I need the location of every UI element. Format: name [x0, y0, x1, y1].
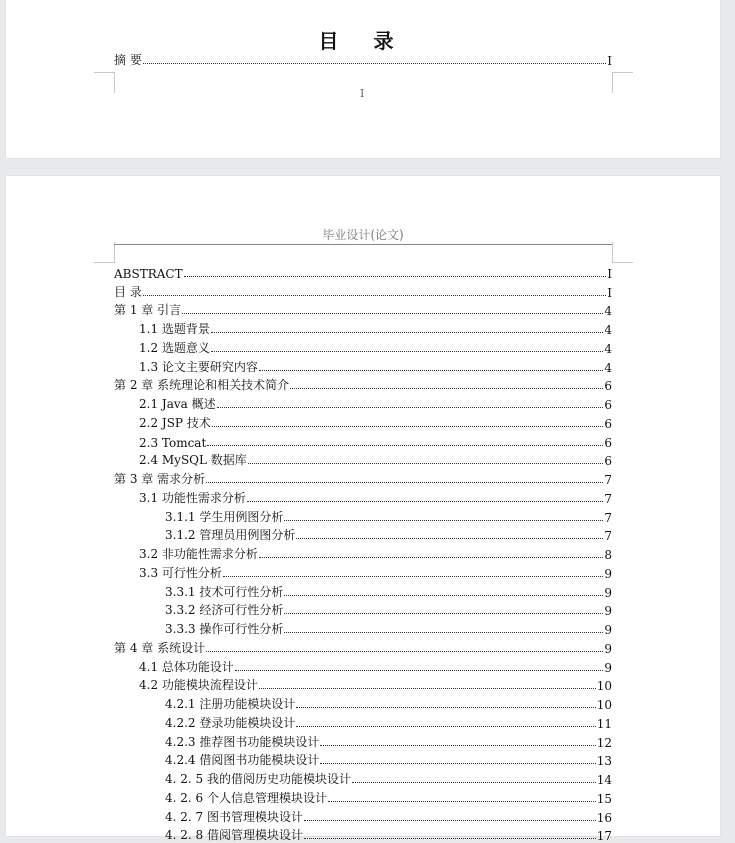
- dot-leader: [304, 820, 596, 821]
- header-rule: [114, 244, 612, 245]
- toc-entry-label: 4. 2. 7 图书管理模块设计: [165, 808, 303, 825]
- dot-leader: [284, 632, 603, 633]
- toc-entry[interactable]: [114, 787, 612, 806]
- toc-entry-page: 6: [604, 454, 612, 468]
- dot-leader: [284, 595, 603, 596]
- toc-entry-page: 6: [604, 398, 612, 412]
- toc-entry[interactable]: [114, 450, 612, 469]
- toc-entry[interactable]: [114, 637, 612, 656]
- toc-entry-page: 15: [597, 792, 612, 806]
- toc-entry-label: 3.3.1 技术可行性分析: [165, 583, 283, 600]
- dot-leader: [184, 276, 607, 277]
- toc-entry-label: 3.3.2 经济可行性分析: [165, 601, 283, 618]
- toc-entry-page: I: [607, 267, 612, 281]
- toc-entry-page: 6: [604, 379, 612, 393]
- toc-entry-page: 9: [604, 586, 612, 600]
- toc-entry-page: 4: [604, 304, 612, 318]
- toc-entry[interactable]: [114, 300, 612, 319]
- toc-entry[interactable]: [114, 581, 612, 600]
- toc-entry-label: 3.3.3 操作可行性分析: [165, 620, 283, 637]
- dot-leader: [217, 407, 604, 408]
- dot-leader: [259, 688, 596, 689]
- toc-entry[interactable]: [114, 693, 612, 712]
- toc-entry-label: 4. 2. 5 我的借阅历史功能模块设计: [165, 770, 351, 787]
- toc-entry[interactable]: [114, 468, 612, 487]
- toc-entry-page: 9: [604, 661, 612, 675]
- document-page-1: [6, 0, 720, 158]
- toc-entry[interactable]: [114, 562, 612, 581]
- toc-entry-page: 9: [604, 623, 612, 637]
- toc-entry-label: 1.3 论文主要研究内容: [139, 358, 258, 375]
- toc-entry-label: 4.2.3 推荐图书功能模块设计: [165, 733, 319, 750]
- dot-leader: [304, 838, 596, 839]
- toc-entry[interactable]: [114, 281, 612, 300]
- toc-entry[interactable]: [114, 543, 612, 562]
- toc-entry-page: I: [607, 286, 612, 300]
- dot-leader: [259, 557, 603, 558]
- dot-leader: [206, 482, 603, 483]
- page-number: I: [360, 87, 364, 100]
- toc-entry[interactable]: [114, 506, 612, 525]
- dot-leader: [296, 538, 603, 539]
- toc-entry-label: 第 3 章 需求分析: [114, 470, 205, 487]
- toc-entry[interactable]: [114, 768, 612, 787]
- toc-entry-page: 10: [597, 679, 612, 693]
- toc-entry[interactable]: [114, 656, 612, 675]
- toc-entry-label: 4.1 总体功能设计: [139, 658, 234, 675]
- toc-entry-page: 7: [604, 473, 612, 487]
- dot-leader: [284, 613, 603, 614]
- toc-entry[interactable]: [114, 356, 612, 375]
- toc-entry-label: 3.2 非功能性需求分析: [139, 545, 258, 562]
- toc-entry-page: 9: [604, 567, 612, 581]
- toc-entry-page: 6: [604, 436, 612, 450]
- toc-entry-page: 9: [604, 642, 612, 656]
- dot-leader: [143, 295, 606, 296]
- dot-leader: [247, 501, 603, 502]
- dot-leader: [296, 707, 595, 708]
- toc-entry-label: 2.1 Java 概述: [139, 395, 216, 412]
- toc-entry-label: 2.4 MySQL 数据库: [139, 451, 247, 468]
- dot-leader: [212, 426, 604, 427]
- margin-corner-mark: [612, 72, 633, 93]
- dot-leader: [182, 313, 603, 314]
- toc-entry-label: 4.2.4 借阅图书功能模块设计: [165, 751, 319, 768]
- dot-leader: [290, 388, 603, 389]
- dot-leader: [211, 351, 603, 352]
- dot-leader: [223, 576, 603, 577]
- toc-entry-label: 4.2 功能模块流程设计: [139, 676, 258, 693]
- toc-entry-label: 第 1 章 引言: [114, 301, 181, 318]
- toc-entry[interactable]: [114, 375, 612, 394]
- toc-entry-label: 4. 2. 6 个人信息管理模块设计: [165, 789, 327, 806]
- toc-entry[interactable]: [114, 675, 612, 694]
- toc-entry-page: 8: [604, 548, 612, 562]
- toc-entry-label: 3.1.1 学生用例图分析: [165, 508, 283, 525]
- page-header: 毕业设计(论文): [6, 226, 720, 243]
- dot-leader: [296, 726, 595, 727]
- margin-corner-mark: [612, 242, 633, 263]
- toc-entry-page: 7: [604, 511, 612, 525]
- toc-entry-page: 4: [604, 342, 612, 356]
- toc-entry-label: 第 2 章 系统理论和相关技术简介: [114, 376, 289, 393]
- toc-entry-page: 12: [597, 736, 612, 750]
- dot-leader: [284, 520, 603, 521]
- toc-entry-label: 1.1 选题背景: [139, 320, 210, 337]
- toc-entry-page: 14: [597, 773, 612, 787]
- toc-entry[interactable]: [114, 262, 612, 281]
- toc-entry[interactable]: [114, 600, 612, 619]
- toc-entry[interactable]: [114, 825, 612, 843]
- toc-entry-label: 2.3 Tomcat: [139, 436, 206, 450]
- toc-entry-page: 11: [597, 717, 612, 731]
- dot-leader: [328, 801, 596, 802]
- toc-entry-page: I: [607, 54, 612, 68]
- margin-corner-mark: [94, 72, 115, 93]
- toc-entry-label: 3.1 功能性需求分析: [139, 489, 246, 506]
- margin-corner-mark: [94, 242, 115, 263]
- toc-entry-label: 2.2 JSP 技术: [139, 414, 211, 431]
- toc-entry[interactable]: [114, 431, 612, 450]
- toc-title: 目 录: [6, 25, 720, 54]
- dot-leader: [259, 370, 603, 371]
- toc-entry-page: 9: [604, 604, 612, 618]
- toc-entry-page: 16: [597, 811, 612, 825]
- toc-entry-label: 第 4 章 系统设计: [114, 639, 205, 656]
- toc-entry-page: 7: [604, 492, 612, 506]
- document-page-2: [6, 176, 720, 836]
- toc-entry-label: ABSTRACT: [114, 267, 183, 281]
- dot-leader: [206, 651, 603, 652]
- toc-entry[interactable]: [114, 806, 612, 825]
- toc-entry[interactable]: [114, 318, 612, 337]
- toc-entry[interactable]: [114, 525, 612, 544]
- toc-entry[interactable]: [114, 750, 612, 769]
- dot-leader: [143, 63, 606, 64]
- toc-entry-label: 1.2 选题意义: [139, 339, 210, 356]
- toc-entry-page: 10: [597, 698, 612, 712]
- toc-entry[interactable]: [114, 412, 612, 431]
- dot-leader: [352, 782, 596, 783]
- toc-entry-page: 4: [604, 323, 612, 337]
- toc-entry-label: 4. 2. 8 借阅管理模块设计: [165, 826, 303, 843]
- toc-entry-page: 6: [604, 417, 612, 431]
- dot-leader: [320, 745, 595, 746]
- toc-entry-page: 13: [597, 754, 612, 768]
- toc-list-page-1: [114, 49, 612, 68]
- toc-entry-page: 7: [604, 529, 612, 543]
- toc-entry[interactable]: [114, 337, 612, 356]
- toc-entry[interactable]: [114, 712, 612, 731]
- dot-leader: [207, 445, 603, 446]
- toc-list-page-2: [114, 262, 612, 843]
- toc-entry-label: 3.3 可行性分析: [139, 564, 222, 581]
- toc-entry[interactable]: [114, 49, 612, 68]
- dot-leader: [211, 332, 603, 333]
- toc-entry-page: 17: [597, 829, 612, 843]
- toc-entry-label: 3.1.2 管理员用例图分析: [165, 526, 295, 543]
- toc-entry-label: 4.2.2 登录功能模块设计: [165, 714, 295, 731]
- toc-entry-label: 目 录: [114, 283, 142, 300]
- toc-entry[interactable]: [114, 487, 612, 506]
- dot-leader: [248, 463, 604, 464]
- toc-entry-label: 摘 要: [114, 51, 142, 68]
- toc-entry[interactable]: [114, 731, 612, 750]
- toc-entry-label: 4.2.1 注册功能模块设计: [165, 695, 295, 712]
- toc-entry-page: 4: [604, 361, 612, 375]
- dot-leader: [320, 763, 595, 764]
- toc-entry[interactable]: [114, 393, 612, 412]
- dot-leader: [235, 670, 603, 671]
- toc-entry[interactable]: [114, 618, 612, 637]
